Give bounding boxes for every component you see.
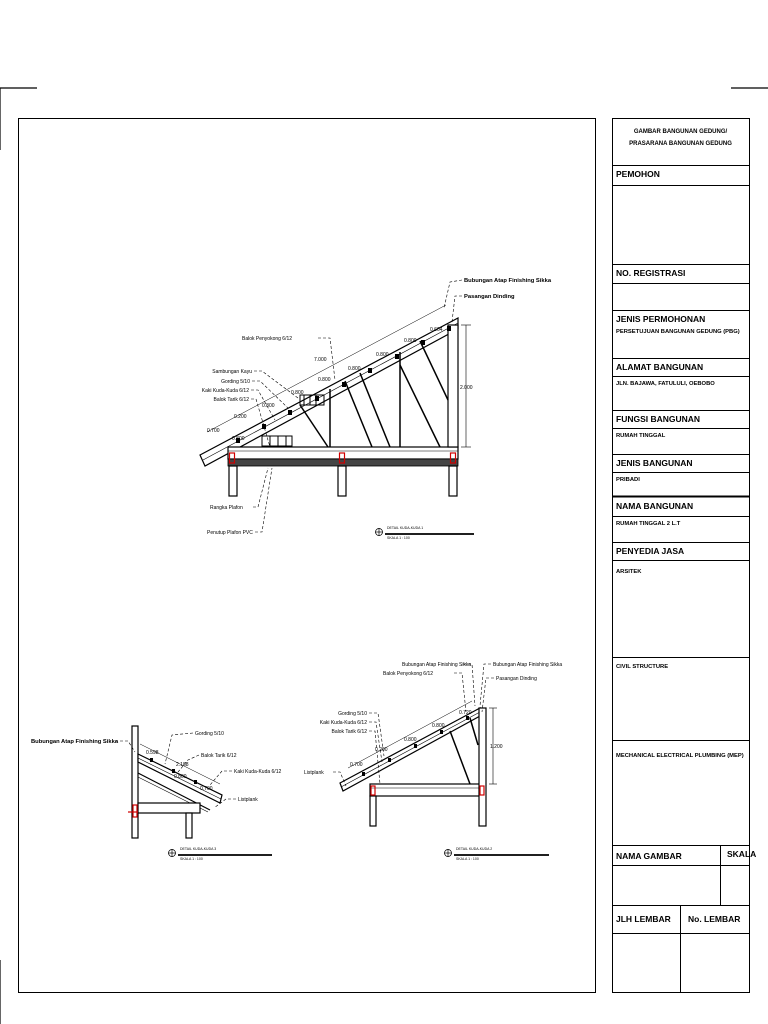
tb-civil-row xyxy=(612,657,749,740)
d3-label-penyokong: Balok Penyokong 6/12 xyxy=(383,671,434,677)
d2-dim-0800: 0.800 xyxy=(174,774,187,780)
svg-text:SKALA 1 : 100: SKALA 1 : 100 xyxy=(387,536,410,540)
d3-dim-1200: 1.200 xyxy=(490,744,503,750)
svg-text:SKALA 1 : 100: SKALA 1 : 100 xyxy=(456,857,479,861)
tb-nama-gambar-value-row xyxy=(612,865,749,905)
d3-label-balok-tarik: Balok Tarik 6/12 xyxy=(331,729,367,735)
tb-no-lembar: No. LEMBAR xyxy=(688,914,741,924)
d3-dim-0720: 0.720 xyxy=(459,710,472,716)
d1-caption xyxy=(375,526,474,540)
d2-label-kaki-kuda: Kaki Kuda-Kuda 6/12 xyxy=(234,769,282,775)
d2-label-balok-tarik: Balok Tarik 6/12 xyxy=(201,753,237,759)
svg-text:DETAIL KUDA-KUDA 2: DETAIL KUDA-KUDA 2 xyxy=(456,847,493,851)
d1-dim-small1: 0.200 xyxy=(234,414,247,420)
d1-label-penyokong: Balok Penyokong 6/12 xyxy=(242,336,293,342)
tb-pemohon: PEMOHON xyxy=(616,169,660,179)
d3-label-kaki-kuda: Kaki Kuda-Kuda 6/12 xyxy=(319,720,367,726)
d2-caption xyxy=(168,847,272,861)
tb-fungsi-value-row xyxy=(612,428,749,454)
svg-text:DETAIL KUDA-KUDA 3: DETAIL KUDA-KUDA 3 xyxy=(180,847,217,851)
d3-dim-small: 0.200 xyxy=(375,747,388,753)
d2-dim-2188: 2.188 xyxy=(176,762,189,768)
tb-jenis-permohonan-row xyxy=(612,310,749,335)
tb-jenis-bangunan-row xyxy=(612,454,749,472)
tb-jlh-lembar: JLH LEMBAR xyxy=(616,914,671,924)
tb-penyedia-jasa: PENYEDIA JASA xyxy=(616,546,685,556)
tb-arsitek: ARSITEK xyxy=(616,569,642,575)
tb-alamat-value-row xyxy=(612,376,749,410)
tb-nama-gambar-row xyxy=(612,845,757,865)
truss-detail-2 xyxy=(304,662,562,861)
d3-label-gording: Gording 5/10 xyxy=(338,711,367,717)
column-mid xyxy=(338,466,346,496)
d3-label-pasangan: Pasangan Dinding xyxy=(496,676,537,682)
d1-dim-0800d: 0.800 xyxy=(318,377,331,383)
tb-nama-gambar: NAMA GAMBAR xyxy=(616,851,682,861)
d1-label-pasangan: Pasangan Dinding xyxy=(464,294,515,300)
tb-pemohon-value xyxy=(612,185,749,265)
d3-caption xyxy=(444,847,549,861)
tb-fungsi-bangunan: FUNGSI BANGUNAN xyxy=(616,414,701,424)
d1-dim-2000: 2.000 xyxy=(460,385,473,391)
truss-detail-3 xyxy=(31,726,281,861)
tb-mep-row xyxy=(612,740,749,845)
d1-dim-0800c: 0.800 xyxy=(348,366,361,372)
d2-label-gording: Gording 5/10 xyxy=(195,731,224,737)
d2-dim-0700: 0.700 xyxy=(200,786,213,792)
tb-skala: SKALA xyxy=(727,849,757,859)
d1-label-penutup-plafon: Penutup Plafon PVC xyxy=(207,530,253,536)
d2-wall xyxy=(132,726,138,838)
truss-detail-1 xyxy=(200,278,552,540)
d1-label-balok-tarik: Balok Tarik 6/12 xyxy=(213,397,249,403)
d1-label-bubungan: Bubungan Atap Finishing Sikka xyxy=(464,278,552,284)
d3-label-bubungan2: Bubungan Atap Finishing Sikka xyxy=(493,662,563,668)
d1-dim-small2: 0.800 xyxy=(232,436,245,442)
column-right xyxy=(449,466,457,496)
tb-mep: MECHANICAL ELECTRICAL PLUMBING (MEP) xyxy=(616,753,744,759)
tb-nama-bangunan-value-row xyxy=(612,516,749,542)
tb-jenis-bangunan-value-row xyxy=(612,472,749,496)
d2-label-listplank: Listplank xyxy=(238,797,258,803)
tb-jenis-permohonan: JENIS PERMOHONAN xyxy=(616,314,706,324)
title-block-header xyxy=(612,126,749,150)
wall-right xyxy=(448,325,458,447)
tb-no-registrasi: NO. REGISTRASI xyxy=(616,268,686,278)
d3-dim-0800b: 0.800 xyxy=(404,737,417,743)
d3-label-bubungan: Bubungan Atap Finishing Sikka xyxy=(402,662,472,668)
column-left xyxy=(229,466,237,496)
d1-label-gording: Gording 5/10 xyxy=(221,379,250,385)
tb-lembar-value-row xyxy=(612,933,749,992)
tb-nama-bangunan: NAMA BANGUNAN xyxy=(616,501,694,511)
title-block-header-line2: PRASARANA BANGUNAN GEDUNG xyxy=(629,141,732,147)
tb-jenis-bangunan-value: PRIBADI xyxy=(616,477,640,483)
tb-fungsi-row xyxy=(612,410,749,428)
tb-alamat-row xyxy=(612,358,749,376)
d1-label-rangka-plafon: Rangka Plafon xyxy=(210,505,243,511)
d3-dim-0800a: 0.800 xyxy=(432,723,445,729)
d1-label-kaki-kuda: Kaki Kuda-Kuda 6/12 xyxy=(201,388,249,394)
tb-penyedia-jasa-row xyxy=(612,542,749,560)
tb-fungsi-bangunan-value: RUMAH TINGGAL xyxy=(616,433,666,439)
tb-alamat-bangunan-value: JLN. BAJAWA, FATULULI, OEBOBO xyxy=(616,381,715,387)
tb-nama-bangunan-row xyxy=(612,498,749,516)
d1-dim-0800e: 0.800 xyxy=(291,390,304,396)
d1-dim-0800b: 0.800 xyxy=(376,352,389,358)
tb-pemohon-row xyxy=(612,165,749,185)
d2-label-bubungan: Bubungan Atap Finishing Sikka xyxy=(31,739,119,745)
d1-dim-0700: 0.700 xyxy=(207,428,220,434)
title-block-header-line1: GAMBAR BANGUNAN GEDUNG/ xyxy=(633,129,728,135)
d1-label-sambungan: Sambungan Kayu xyxy=(212,369,252,375)
tb-jenis-permohonan-value: PERSETUJUAN BANGUNAN GEDUNG (PBG) xyxy=(616,329,740,335)
drawing-frame xyxy=(19,119,596,993)
d1-dim-0800a: 0.800 xyxy=(404,338,417,344)
d3-label-listplank: Listplank xyxy=(304,770,324,776)
d3-dim-0700: 0.700 xyxy=(350,762,363,768)
tb-nama-bangunan-value: RUMAH TINGGAL 2 L.T xyxy=(616,521,681,527)
tb-jenis-bangunan: JENIS BANGUNAN xyxy=(616,458,693,468)
tb-lembar-row xyxy=(612,905,749,933)
d1-dim-7000: 7.000 xyxy=(314,357,327,363)
svg-text:SKALA 1 : 100: SKALA 1 : 100 xyxy=(180,857,203,861)
tb-arsitek-row xyxy=(612,560,749,657)
tb-alamat-bangunan: ALAMAT BANGUNAN xyxy=(616,362,704,372)
d1-dim-0800f: 0.800 xyxy=(262,403,275,409)
tb-no-registrasi-value xyxy=(612,283,749,310)
d1-dim-0604: 0.604 xyxy=(430,327,443,333)
tb-no-registrasi-row xyxy=(612,264,749,283)
d2-dim-0598: 0.598 xyxy=(146,750,159,756)
svg-text:DETAIL KUDA-KUDA 1: DETAIL KUDA-KUDA 1 xyxy=(387,526,424,530)
tb-civil-structure: CIVIL STRUCTURE xyxy=(616,664,669,670)
